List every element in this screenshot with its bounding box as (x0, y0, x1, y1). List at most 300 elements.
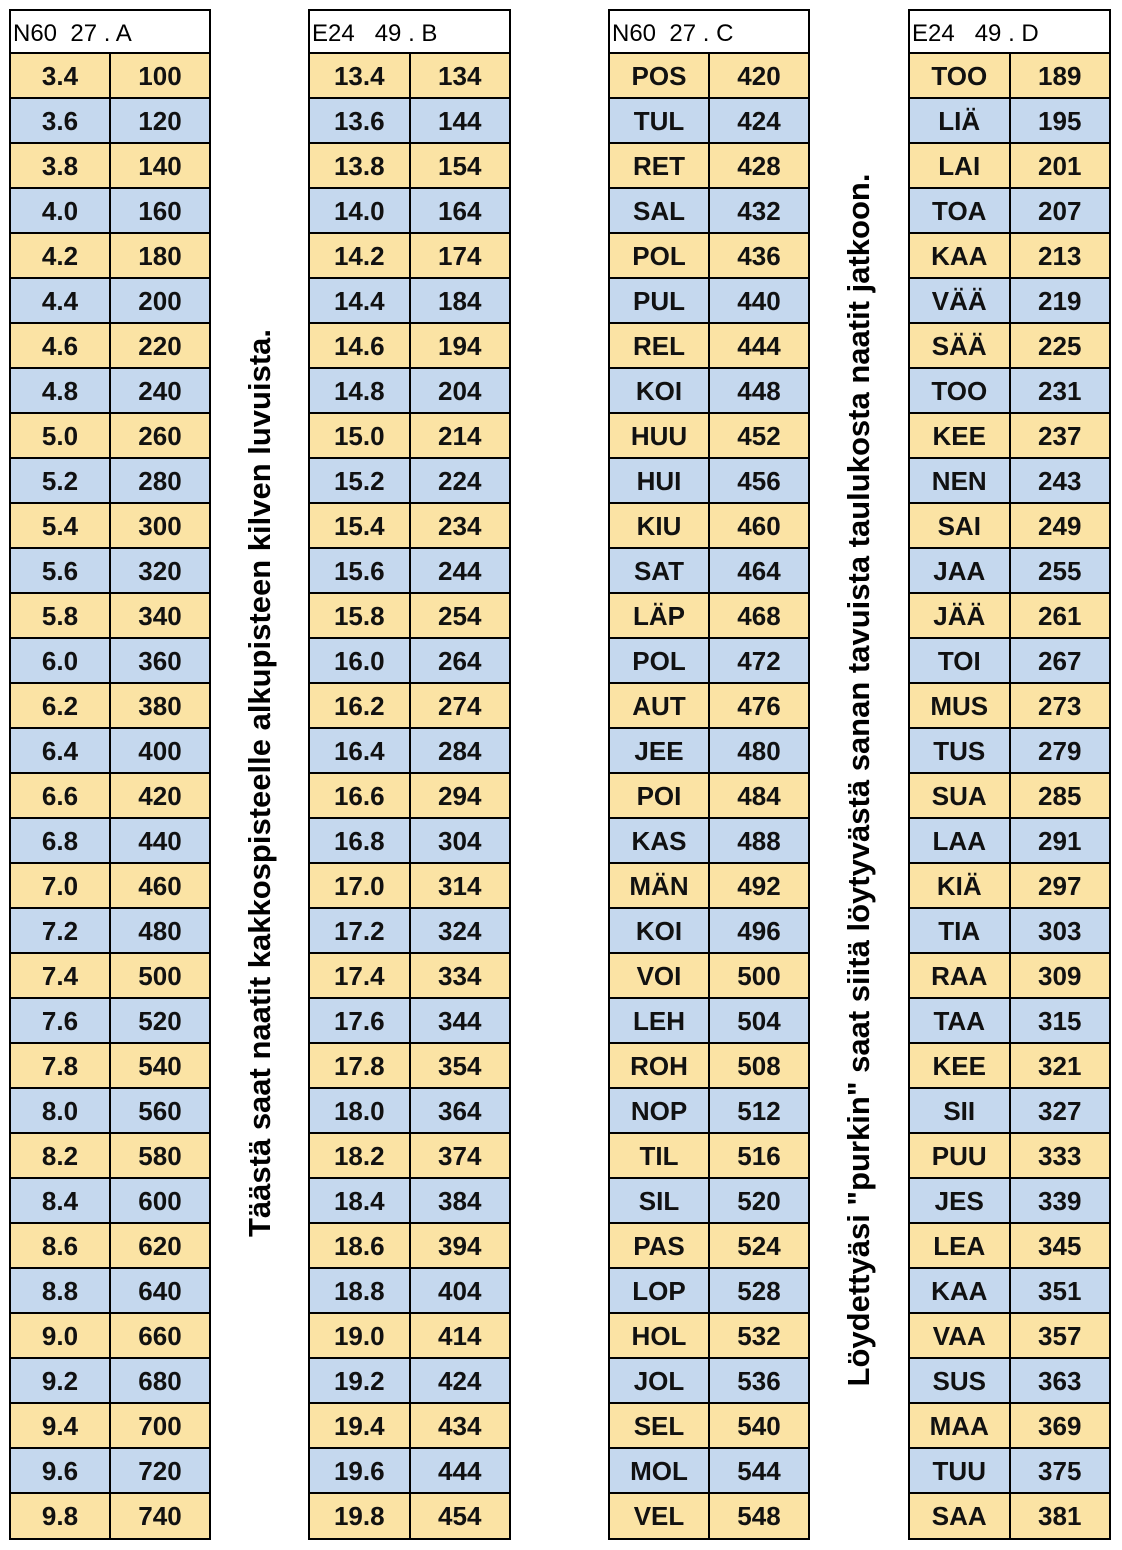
value-cell: 213 (1038, 241, 1082, 271)
key-cell: 13.8 (310, 144, 411, 187)
key-cell: 18.6 (310, 1224, 411, 1267)
table-row (910, 1494, 1109, 1538)
key-cell: LAA (910, 819, 1011, 862)
key-cell: 5.4 (11, 504, 111, 547)
key-cell: SEL (610, 1404, 710, 1447)
value-cell: 244 (438, 556, 482, 586)
table-row (610, 909, 808, 954)
value-cell: 324 (438, 916, 482, 946)
table-row (910, 549, 1109, 594)
table-row (310, 1494, 509, 1538)
value-cell: 476 (737, 691, 781, 721)
key-cell: POL (610, 639, 710, 682)
key-cell: 8.8 (11, 1269, 111, 1312)
table-row (910, 1449, 1109, 1494)
table-row (910, 1314, 1109, 1359)
key-cell: VOI (610, 954, 710, 997)
key-cell: 14.6 (310, 324, 411, 367)
table-b (308, 9, 511, 1540)
value-cell: 480 (737, 736, 781, 766)
table-row (610, 1269, 808, 1314)
table-row (910, 1224, 1109, 1269)
key-cell: SAI (910, 504, 1011, 547)
key-cell: JEE (610, 729, 710, 772)
table-row (910, 1044, 1109, 1089)
value-cell: 420 (737, 61, 781, 91)
table-row (310, 819, 509, 864)
value-cell: 504 (737, 1006, 781, 1036)
value-cell: 740 (138, 1501, 182, 1531)
key-cell: 5.6 (11, 549, 111, 592)
key-cell: 18.2 (310, 1134, 411, 1177)
key-cell: 7.4 (11, 954, 111, 997)
value-cell: 381 (1038, 1501, 1082, 1531)
key-cell: 15.2 (310, 459, 411, 502)
table-row (910, 1404, 1109, 1449)
table-row (610, 414, 808, 459)
table-row (11, 279, 209, 324)
key-cell: 17.8 (310, 1044, 411, 1087)
key-cell: 6.2 (11, 684, 111, 727)
value-cell: 240 (138, 376, 182, 406)
value-cell: 340 (138, 601, 182, 631)
value-cell: 189 (1038, 61, 1082, 91)
value-cell: 540 (737, 1411, 781, 1441)
table-row (11, 1359, 209, 1404)
value-cell: 496 (737, 916, 781, 946)
table-row (610, 1404, 808, 1449)
table-row (910, 1269, 1109, 1314)
key-cell: 6.0 (11, 639, 111, 682)
value-cell: 520 (737, 1186, 781, 1216)
table-row (910, 99, 1109, 144)
table-row (610, 504, 808, 549)
key-cell: 8.0 (11, 1089, 111, 1132)
value-cell: 160 (138, 196, 182, 226)
value-cell: 536 (737, 1366, 781, 1396)
key-cell: 15.8 (310, 594, 411, 637)
key-cell: 5.0 (11, 414, 111, 457)
key-cell: KAA (910, 234, 1011, 277)
table-row (11, 774, 209, 819)
table-row (310, 1449, 509, 1494)
key-cell: 3.4 (11, 54, 111, 97)
table-row (610, 1449, 808, 1494)
table-row (11, 414, 209, 459)
key-cell: SÄÄ (910, 324, 1011, 367)
value-cell: 488 (737, 826, 781, 856)
key-cell: 19.8 (310, 1494, 411, 1538)
value-cell: 285 (1038, 781, 1082, 811)
key-cell: 4.8 (11, 369, 111, 412)
value-cell: 524 (737, 1231, 781, 1261)
table-row (310, 324, 509, 369)
table-row (910, 819, 1109, 864)
value-cell: 369 (1038, 1411, 1082, 1441)
key-cell: MOL (610, 1449, 710, 1492)
value-cell: 420 (138, 781, 182, 811)
table-row (310, 684, 509, 729)
table-row (310, 234, 509, 279)
key-cell: 16.0 (310, 639, 411, 682)
instruction-left: Täästä saat naatit kakkospisteelle alkupisteen kilven luvuista. (242, 328, 277, 1238)
key-cell: 9.2 (11, 1359, 111, 1402)
value-cell: 243 (1038, 466, 1082, 496)
value-cell: 314 (438, 871, 482, 901)
table-row (610, 1359, 808, 1404)
value-cell: 424 (438, 1366, 482, 1396)
table-row (11, 1404, 209, 1449)
value-cell: 284 (438, 736, 482, 766)
value-cell: 540 (138, 1051, 182, 1081)
value-cell: 234 (438, 511, 482, 541)
value-cell: 180 (138, 241, 182, 271)
table-row (11, 324, 209, 369)
key-cell: NOP (610, 1089, 710, 1132)
key-cell: LIÄ (910, 99, 1011, 142)
value-cell: 300 (138, 511, 182, 541)
key-cell: TOI (910, 639, 1011, 682)
value-cell: 351 (1038, 1276, 1082, 1306)
instruction-right: Löydettyäsi "purkin" saat siitä löytyvästä sanan tavuista taulukosta naatit jatkoon. (841, 173, 876, 1387)
key-cell: TIL (610, 1134, 710, 1177)
key-cell: TOO (910, 54, 1011, 97)
value-cell: 231 (1038, 376, 1082, 406)
key-cell: 17.4 (310, 954, 411, 997)
key-cell: 7.0 (11, 864, 111, 907)
value-cell: 456 (737, 466, 781, 496)
table-row (310, 279, 509, 324)
value-cell: 440 (138, 826, 182, 856)
value-cell: 321 (1038, 1051, 1082, 1081)
value-cell: 520 (138, 1006, 182, 1036)
table-row (310, 54, 509, 99)
key-cell: TUS (910, 729, 1011, 772)
table-d (908, 9, 1111, 1540)
key-cell: KOI (610, 909, 710, 952)
value-cell: 600 (138, 1186, 182, 1216)
table-row (310, 1359, 509, 1404)
table-row (610, 819, 808, 864)
key-cell: SIL (610, 1179, 710, 1222)
value-cell: 364 (438, 1096, 482, 1126)
key-cell: POI (610, 774, 710, 817)
value-cell: 195 (1038, 106, 1082, 136)
key-cell: 7.2 (11, 909, 111, 952)
value-cell: 200 (138, 286, 182, 316)
table-c (608, 9, 810, 1540)
key-cell: 5.2 (11, 459, 111, 502)
key-cell: KAS (610, 819, 710, 862)
key-cell: 3.8 (11, 144, 111, 187)
value-cell: 255 (1038, 556, 1082, 586)
value-cell: 380 (138, 691, 182, 721)
value-cell: 134 (438, 61, 482, 91)
table-row (11, 1314, 209, 1359)
key-cell: 5.8 (11, 594, 111, 637)
key-cell: TAA (910, 999, 1011, 1042)
table-row (11, 1224, 209, 1269)
value-cell: 508 (737, 1051, 781, 1081)
table-row (610, 234, 808, 279)
table-row (11, 729, 209, 774)
value-cell: 432 (737, 196, 781, 226)
value-cell: 500 (737, 961, 781, 991)
table-row (11, 999, 209, 1044)
table-row (910, 1179, 1109, 1224)
key-cell: 16.8 (310, 819, 411, 862)
key-cell: SAA (910, 1494, 1011, 1538)
table-row (11, 594, 209, 639)
key-cell: RET (610, 144, 710, 187)
key-cell: 6.4 (11, 729, 111, 772)
table-row (610, 1494, 808, 1538)
value-cell: 414 (438, 1321, 482, 1351)
key-cell: 18.0 (310, 1089, 411, 1132)
table-row (310, 729, 509, 774)
table-row (310, 954, 509, 999)
table-row (610, 864, 808, 909)
table-header: E24 49 . B (310, 11, 509, 54)
table-row (310, 909, 509, 954)
table-row (310, 414, 509, 459)
value-cell: 360 (138, 646, 182, 676)
key-cell: PUL (610, 279, 710, 322)
table-row (910, 369, 1109, 414)
table-row (310, 1089, 509, 1134)
value-cell: 315 (1038, 1006, 1082, 1036)
key-cell: 7.8 (11, 1044, 111, 1087)
key-cell: KAA (910, 1269, 1011, 1312)
key-cell: 3.6 (11, 99, 111, 142)
value-cell: 384 (438, 1186, 482, 1216)
table-row (910, 999, 1109, 1044)
key-cell: LOP (610, 1269, 710, 1312)
value-cell: 274 (438, 691, 482, 721)
table-row (910, 144, 1109, 189)
table-row (910, 954, 1109, 999)
key-cell: VAA (910, 1314, 1011, 1357)
key-cell: JÄÄ (910, 594, 1011, 637)
key-cell: TOO (910, 369, 1011, 412)
value-cell: 460 (138, 871, 182, 901)
key-cell: MUS (910, 684, 1011, 727)
key-cell: 14.8 (310, 369, 411, 412)
table-row (910, 774, 1109, 819)
table-body (310, 54, 509, 1538)
value-cell: 560 (138, 1096, 182, 1126)
value-cell: 354 (438, 1051, 482, 1081)
key-cell: KEE (910, 1044, 1011, 1087)
key-cell: LEH (610, 999, 710, 1042)
key-cell: LÄP (610, 594, 710, 637)
table-row (910, 459, 1109, 504)
key-cell: RAA (910, 954, 1011, 997)
table-row (310, 144, 509, 189)
table-row (310, 1314, 509, 1359)
table-row (610, 459, 808, 504)
table-body (11, 54, 209, 1538)
key-cell: SII (910, 1089, 1011, 1132)
key-cell: 13.4 (310, 54, 411, 97)
value-cell: 291 (1038, 826, 1082, 856)
table-row (11, 54, 209, 99)
table-row (310, 1134, 509, 1179)
key-cell: HOL (610, 1314, 710, 1357)
table-row (910, 684, 1109, 729)
value-cell: 309 (1038, 961, 1082, 991)
value-cell: 444 (438, 1456, 482, 1486)
key-cell: MÄN (610, 864, 710, 907)
value-cell: 424 (737, 106, 781, 136)
key-cell: 19.0 (310, 1314, 411, 1357)
value-cell: 580 (138, 1141, 182, 1171)
value-cell: 460 (737, 511, 781, 541)
key-cell: SUA (910, 774, 1011, 817)
table-row (610, 1134, 808, 1179)
key-cell: VÄÄ (910, 279, 1011, 322)
table-row (310, 369, 509, 414)
value-cell: 532 (737, 1321, 781, 1351)
key-cell: JOL (610, 1359, 710, 1402)
value-cell: 464 (737, 556, 781, 586)
table-row (310, 594, 509, 639)
value-cell: 260 (138, 421, 182, 451)
key-cell: 14.2 (310, 234, 411, 277)
key-cell: 16.6 (310, 774, 411, 817)
value-cell: 237 (1038, 421, 1082, 451)
key-cell: LAI (910, 144, 1011, 187)
key-cell: JES (910, 1179, 1011, 1222)
key-cell: POS (610, 54, 710, 97)
table-header: N60 27 . C (610, 11, 808, 54)
value-cell: 516 (737, 1141, 781, 1171)
table-a (9, 9, 211, 1540)
table-row (11, 99, 209, 144)
table-row (910, 54, 1109, 99)
table-row (11, 189, 209, 234)
value-cell: 219 (1038, 286, 1082, 316)
key-cell: KIÄ (910, 864, 1011, 907)
table-row (310, 189, 509, 234)
table-row (610, 639, 808, 684)
key-cell: 14.0 (310, 189, 411, 232)
key-cell: 8.6 (11, 1224, 111, 1267)
value-cell: 440 (737, 286, 781, 316)
key-cell: 17.6 (310, 999, 411, 1042)
table-row (310, 504, 509, 549)
value-cell: 267 (1038, 646, 1082, 676)
key-cell: 4.6 (11, 324, 111, 367)
value-cell: 207 (1038, 196, 1082, 226)
key-cell: 19.4 (310, 1404, 411, 1447)
key-cell: 17.2 (310, 909, 411, 952)
key-cell: PAS (610, 1224, 710, 1267)
value-cell: 720 (138, 1456, 182, 1486)
value-cell: 428 (737, 151, 781, 181)
key-cell: 9.8 (11, 1494, 111, 1538)
key-cell: KOI (610, 369, 710, 412)
table-row (910, 414, 1109, 459)
table-row (610, 594, 808, 639)
key-cell: TOA (910, 189, 1011, 232)
table-row (610, 549, 808, 594)
value-cell: 375 (1038, 1456, 1082, 1486)
value-cell: 544 (737, 1456, 781, 1486)
table-row (910, 1359, 1109, 1404)
table-row (910, 909, 1109, 954)
value-cell: 374 (438, 1141, 482, 1171)
table-row (610, 684, 808, 729)
table-row (910, 504, 1109, 549)
key-cell: HUI (610, 459, 710, 502)
value-cell: 339 (1038, 1186, 1082, 1216)
key-cell: TUL (610, 99, 710, 142)
table-row (910, 864, 1109, 909)
value-cell: 225 (1038, 331, 1082, 361)
value-cell: 500 (138, 961, 182, 991)
table-row (610, 1089, 808, 1134)
table-row (11, 144, 209, 189)
key-cell: AUT (610, 684, 710, 727)
value-cell: 273 (1038, 691, 1082, 721)
value-cell: 680 (138, 1366, 182, 1396)
table-row (310, 459, 509, 504)
table-row (11, 1179, 209, 1224)
key-cell: 4.4 (11, 279, 111, 322)
value-cell: 345 (1038, 1231, 1082, 1261)
key-cell: 14.4 (310, 279, 411, 322)
value-cell: 140 (138, 151, 182, 181)
value-cell: 264 (438, 646, 482, 676)
value-cell: 201 (1038, 151, 1082, 181)
value-cell: 154 (438, 151, 482, 181)
table-row (11, 1044, 209, 1089)
value-cell: 184 (438, 286, 482, 316)
table-row (310, 549, 509, 594)
table-row (11, 909, 209, 954)
table-row (310, 774, 509, 819)
value-cell: 224 (438, 466, 482, 496)
value-cell: 254 (438, 601, 482, 631)
value-cell: 448 (737, 376, 781, 406)
value-cell: 334 (438, 961, 482, 991)
key-cell: 13.6 (310, 99, 411, 142)
key-cell: 15.4 (310, 504, 411, 547)
table-row (11, 234, 209, 279)
key-cell: 15.6 (310, 549, 411, 592)
value-cell: 620 (138, 1231, 182, 1261)
key-cell: SAL (610, 189, 710, 232)
key-cell: TUU (910, 1449, 1011, 1492)
value-cell: 304 (438, 826, 482, 856)
value-cell: 297 (1038, 871, 1082, 901)
table-row (310, 1269, 509, 1314)
table-row (610, 144, 808, 189)
table-row (11, 954, 209, 999)
table-row (310, 1404, 509, 1449)
table-row (610, 279, 808, 324)
value-cell: 220 (138, 331, 182, 361)
key-cell: LEA (910, 1224, 1011, 1267)
table-row (11, 684, 209, 729)
key-cell: KEE (910, 414, 1011, 457)
table-row (910, 234, 1109, 279)
key-cell: 16.4 (310, 729, 411, 772)
value-cell: 261 (1038, 601, 1082, 631)
table-row (310, 639, 509, 684)
table-row (610, 999, 808, 1044)
